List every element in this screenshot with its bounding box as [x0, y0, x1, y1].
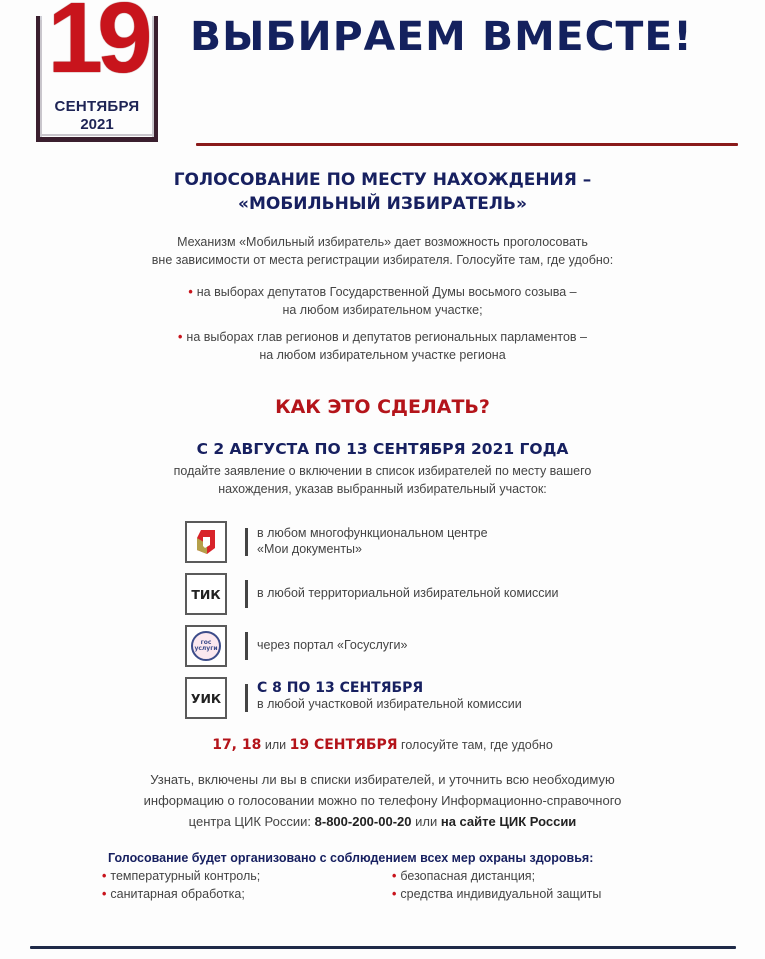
method-uik	[185, 677, 665, 727]
method-text: через портал «Госуслуги»	[257, 638, 408, 652]
election-date-logo	[32, 0, 162, 144]
method-text	[257, 525, 657, 557]
bullet-line2: на любом избирательном участке региона	[259, 348, 506, 362]
application-period: С 2 АВГУСТА ПО 13 СЕНТЯБРЯ 2021 ГОДА	[196, 440, 569, 458]
logo-year: 2021	[80, 116, 114, 133]
bullet-dot-icon: •	[102, 887, 107, 901]
info-line3	[0, 811, 765, 832]
divider-bar	[245, 684, 248, 712]
health-list	[102, 869, 668, 901]
uik-icon: УИК	[185, 677, 227, 719]
health-item	[102, 887, 398, 901]
voting-days-a: 17, 18	[212, 737, 262, 753]
section-title-line2: «МОБИЛЬНЫЙ ИЗБИРАТЕЛЬ»	[238, 194, 527, 214]
intro-paragraph	[0, 233, 765, 269]
health-item	[392, 887, 668, 901]
bullet-dot-icon: •	[178, 330, 183, 344]
divider-bar	[245, 580, 248, 608]
health-item	[102, 869, 398, 883]
bullet-dot-icon: •	[188, 285, 193, 299]
how-to-title: КАК ЭТО СДЕЛАТЬ?	[275, 396, 490, 418]
info-line2: информацию о голосовании можно по телефону Информационно-справочного	[143, 793, 622, 808]
logo-day: 19	[47, 0, 147, 94]
info-line1: Узнать, включены ли вы в списки избирателей, и уточнить всю необходимую	[150, 772, 615, 787]
election-bullets	[0, 283, 765, 373]
hotline-phone[interactable]: 8-800-200-00-20	[314, 814, 412, 829]
tik-icon: ТИК	[185, 573, 227, 615]
logo-month: СЕНТЯБРЯ	[54, 98, 140, 115]
cik-site-link[interactable]: на сайте ЦИК России	[440, 814, 577, 829]
apply-paragraph	[0, 462, 765, 498]
voting-days-rest: голосуйте там, где удобно	[401, 738, 553, 752]
health-item	[392, 869, 668, 883]
info-or: или	[411, 814, 441, 829]
intro-line1: Механизм «Мобильный избиратель» дает возможность проголосовать	[177, 235, 588, 249]
section-title	[0, 168, 765, 216]
health-item-text: температурный контроль;	[110, 869, 261, 883]
uik-period: С 8 ПО 13 СЕНТЯБРЯ	[257, 680, 424, 696]
voting-days-or: или	[264, 738, 287, 752]
bottom-divider	[30, 946, 736, 949]
gosuslugi-logo: гос услуги	[191, 631, 221, 661]
divider-bar	[245, 632, 248, 660]
method-line2: «Мои документы»	[257, 542, 362, 556]
health-item-text: безопасная дистанция;	[400, 869, 536, 883]
top-divider	[196, 143, 738, 146]
bullet-dot-icon: •	[102, 869, 107, 883]
bullet-line1: на выборах депутатов Государственной Думы восьмого созыва –	[196, 285, 577, 299]
method-text: в любой территориальной избирательной комиссии	[257, 586, 559, 600]
health-title: Голосование будет организовано с соблюдением всех мер охраны здоровья:	[108, 851, 594, 865]
health-item-text: средства индивидуальной защиты	[400, 887, 602, 901]
method-mfc	[185, 521, 665, 571]
intro-line2: вне зависимости от места регистрации избирателя. Голосуйте там, где удобно:	[151, 253, 614, 267]
method-line1: в любой участковой избирательной комиссии	[257, 697, 522, 711]
bullet-item	[0, 328, 765, 364]
method-text	[257, 681, 657, 712]
headline: ВЫБИРАЕМ ВМЕСТЕ!	[190, 14, 693, 60]
apply-line2: нахождения, указав выбранный избирательный участок:	[218, 482, 547, 496]
voting-days-b: 19 СЕНТЯБРЯ	[289, 737, 398, 753]
application-methods	[185, 521, 665, 729]
info-prefix: центра ЦИК России:	[188, 814, 315, 829]
bullet-line2: на любом избирательном участке;	[282, 303, 483, 317]
mfc-my-documents-icon	[185, 521, 227, 563]
divider-bar	[245, 528, 248, 556]
gosuslugi-icon	[185, 625, 227, 667]
section-title-line1: ГОЛОСОВАНИЕ ПО МЕСТУ НАХОЖДЕНИЯ –	[173, 170, 592, 190]
bullet-dot-icon: •	[392, 887, 397, 901]
voting-days	[0, 737, 765, 753]
method-tik	[185, 573, 665, 623]
method-line1: в любом многофункциональном центре	[257, 526, 488, 540]
bullet-dot-icon: •	[392, 869, 397, 883]
apply-line1: подайте заявление о включении в список избирателей по месту вашего	[173, 464, 592, 478]
bullet-line1: на выборах глав регионов и депутатов региональных парламентов –	[186, 330, 587, 344]
bullet-item	[0, 283, 765, 319]
info-paragraph	[0, 769, 765, 832]
health-measures	[102, 851, 668, 901]
health-item-text: санитарная обработка;	[110, 887, 245, 901]
method-gosuslugi	[185, 625, 665, 675]
